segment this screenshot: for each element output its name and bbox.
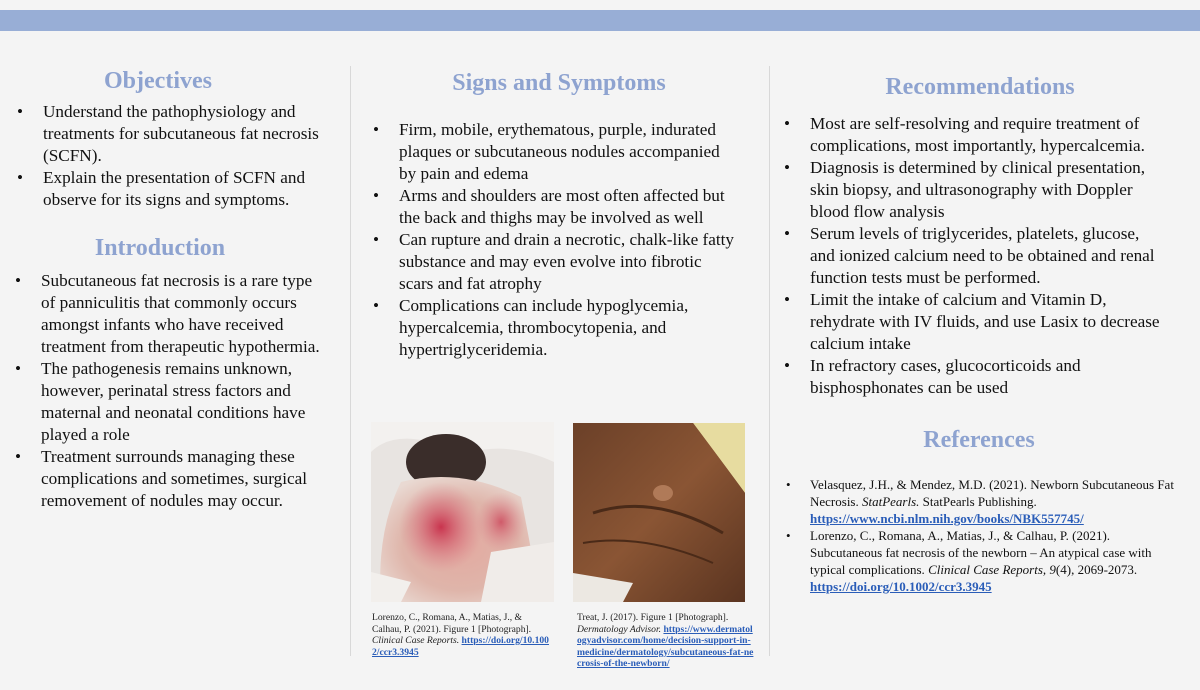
reference-text: Velasquez, J.H., & Mendez, M.D. (2021). Newborn Subcutaneous Fat Necrosis. [810, 477, 1174, 509]
references-list [810, 476, 1182, 595]
photo2-caption-journal: Dermatology Advisor. [577, 623, 662, 635]
photo1-caption-text: Lorenzo, C., Romana, A., Matias, J., & Calhau, P. (2021). Figure 1 [Photograph]. [372, 612, 532, 635]
column-divider [769, 66, 770, 656]
reference-pages: (4), 2069-2073. [1055, 562, 1138, 577]
list-item: • Limit the intake of calcium and Vitamin D, rehydrate with IV fluids, and use Lasix to decrease calcium intake [810, 289, 1160, 355]
objectives-list [43, 101, 333, 211]
list-item: • Subcutaneous fat necrosis is a rare type of panniculitis that commonly occurs amongst infants who have received treatment from therapeutic hypothermia. [41, 270, 329, 358]
photo1-caption [372, 612, 552, 658]
reference-item [810, 476, 1182, 527]
list-item: • In refractory cases, glucocorticoids and bisphosphonates can be used [810, 355, 1160, 399]
right-column [780, 60, 1190, 595]
photo1-caption-link[interactable]: https://doi.org/10.1002/ccr3.3945 [372, 635, 549, 658]
list-item: • Explain the presentation of SCFN and observe for its signs and symptoms. [43, 167, 333, 211]
photo1-caption-journal: Clinical Case Reports. [372, 635, 460, 646]
list-item: • Treatment surrounds managing these complications and sometimes, surgical removement of nodules may occur. [41, 446, 329, 512]
infant-neck-photo [573, 423, 745, 602]
photo2-caption-link[interactable]: https://www.dermatologyadvisor.com/home/decision-support-in-medicine/dermatology/subcutaneous-fat-necrosis-of-the-newborn/ [577, 623, 754, 669]
reference-publisher: StatPearls Publishing. [922, 494, 1037, 509]
recommendations-heading: Recommendations [885, 74, 1075, 100]
reference-link[interactable]: https://doi.org/10.1002/ccr3.3945 [810, 579, 992, 594]
list-item: • The pathogenesis remains unknown, however, perinatal stress factors and maternal and neonatal conditions have played a role [41, 358, 329, 446]
signs-heading: Signs and Symptoms [452, 70, 666, 96]
header-bar [0, 10, 1200, 31]
photo2-caption [577, 612, 757, 670]
reference-text: Lorenzo, C., Romana, A., Matias, J., & Calhau, P. (2021). Subcutaneous fat necrosis of the newborn – An atypical case with typical complications. [810, 528, 1152, 577]
list-item: • Understand the pathophysiology and treatments for subcutaneous fat necrosis (SCFN). [43, 101, 333, 167]
reference-link[interactable]: https://www.ncbi.nlm.nih.gov/books/NBK557745/ [810, 511, 1084, 526]
list-item: • Arms and shoulders are most often affected but the back and thighs may be involved as well [399, 185, 739, 229]
list-item: • Firm, mobile, erythematous, purple, indurated plaques or subcutaneous nodules accompanied by pain and edema [399, 119, 739, 185]
signs-list [399, 119, 739, 361]
column-divider [350, 66, 351, 656]
introduction-list [41, 270, 329, 512]
recommendations-list [810, 113, 1160, 399]
infant-back-photo [371, 422, 554, 602]
list-item: • Most are self-resolving and require treatment of complications, most importantly, hypercalcemia. [810, 113, 1160, 157]
infant-neck-photo-image [573, 423, 745, 602]
infant-back-photo-image [371, 422, 554, 602]
list-item: • Complications can include hypoglycemia, hypercalcemia, thrombocytopenia, and hypertriglyceridemia. [399, 295, 739, 361]
list-item: • Can rupture and drain a necrotic, chalk-like fatty substance and may even evolve into fibrotic scars and fat atrophy [399, 229, 739, 295]
reference-journal: Clinical Case Reports, 9 [928, 562, 1056, 577]
references-heading: References [923, 427, 1035, 453]
objectives-heading: Objectives [104, 68, 212, 94]
reference-journal: StatPearls. [862, 494, 920, 509]
list-item: • Diagnosis is determined by clinical presentation, skin biopsy, and ultrasonography with Doppler blood flow analysis [810, 157, 1160, 223]
left-column [0, 60, 340, 512]
reference-item [810, 527, 1182, 595]
list-item: • Serum levels of triglycerides, platelets, glucose, and ionized calcium need to be obtained and renal function tests must be performed. [810, 223, 1160, 289]
photo2-caption-text: Treat, J. (2017). Figure 1 [Photograph]. [577, 612, 729, 623]
middle-column [370, 60, 762, 361]
introduction-heading: Introduction [94, 235, 226, 261]
